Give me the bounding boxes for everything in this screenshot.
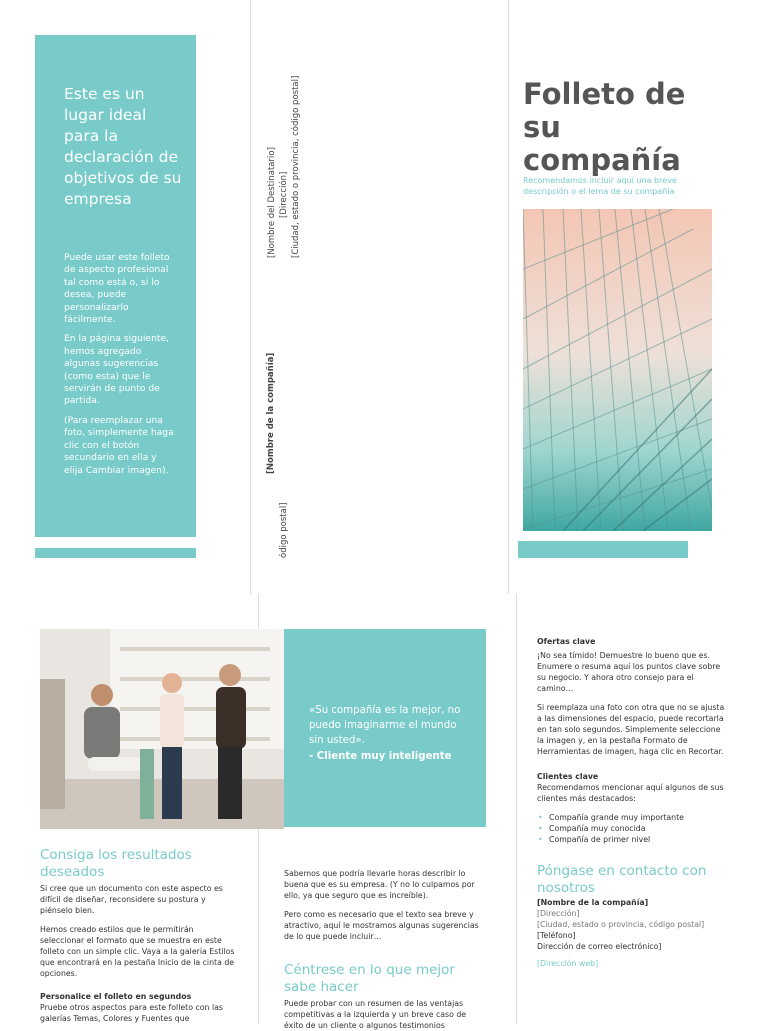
- brochure-title: Folleto de su compañía: [523, 77, 686, 177]
- recipient-block: [266, 76, 302, 258]
- intro-paragraph: Pero como es necesario que el texto sea breve y atractivo, aquí le mostramos algunas sugerencias de lo que puede incluir…: [284, 910, 479, 941]
- intro-paragraph: Sabemos que podría llevarle horas describir lo buena que es su empresa. (Y no lo culpamos por ello, ya que seguro que es increíble).: [284, 869, 475, 900]
- results-paragraph: Hemos creado estilos que le permitirán seleccionar el formato que se muestra en este folleto con un simple clic. Vaya a la galería Estilos que encontrará en la pestaña Inicio de la cinta de opciones.: [40, 925, 235, 978]
- offers-section: [537, 636, 727, 969]
- mission-paragraph: (Para reemplazar una foto, simplemente haga clic con el botón secundario en ella y elija Cambiar imagen).: [64, 414, 174, 476]
- results-section: [40, 847, 236, 1024]
- testimonial: [309, 703, 474, 764]
- list-item: • Compañía muy conocida: [549, 823, 727, 834]
- clients-list: [537, 812, 727, 845]
- contact-heading: Póngase en contacto con nosotros: [537, 863, 707, 896]
- offers-paragraph: Si reemplaza una foto con otra que no se ajusta a las dimensiones del espacio, puede recortarla en tan solo segundos. Simplemente seleccione la imagen y, en la pestaña Formato de Herramientas de imagen, haga clic en Recortar.: [537, 703, 725, 756]
- testimonial-text: «Su compañía es la mejor, no puedo imaginarme el mundo sin usted».: [309, 705, 461, 747]
- fold-line-1: [250, 0, 251, 594]
- customize-heading: Personalice el folleto en segundos: [40, 992, 192, 1001]
- list-item: • Compañía grande muy importante: [549, 812, 727, 823]
- offers-paragraph: ¡No sea tímido! Demuestre lo bueno que es. Enumere o resuma aquí los puntos clave sobre su negocio. Y ahora otro consejo para el camino…: [537, 651, 721, 693]
- results-paragraph: Si cree que un documento con este aspecto es difícil de diseñar, reconsidere su postura y piénselo bien.: [40, 884, 223, 915]
- building-photo: [523, 209, 712, 531]
- mission-paragraph: En la página siguiente, hemos agregado algunas sugerencias (como esta) que le servirán de punto de partida.: [64, 333, 170, 407]
- contact-email: Dirección de correo electrónico]: [537, 942, 662, 951]
- offers-heading: Ofertas clave: [537, 637, 596, 646]
- results-heading: Consiga los resultados deseados: [40, 847, 192, 880]
- mission-body: [64, 252, 176, 484]
- testimonial-author: - Cliente muy inteligente: [309, 750, 452, 762]
- team-photo: [40, 629, 284, 829]
- fold-line-4: [516, 594, 517, 1024]
- mission-heading: Este es un lugar ideal para la declaración de objetivos de su empresa: [64, 85, 182, 208]
- recipient-name: [Nombre del Destinatario]: [267, 147, 277, 258]
- contact-city: [Ciudad, estado o provincia, código postal]: [537, 920, 705, 929]
- contact-web[interactable]: [Dirección web]: [537, 959, 599, 968]
- clients-heading: Clientes clave: [537, 772, 599, 781]
- accent-bar: [35, 548, 196, 558]
- contact-phone: [Teléfono]: [537, 931, 576, 940]
- customize-paragraph: Pruebe otros aspectos para este folleto con las galerías Temas, Colores y Fuentes que: [40, 1003, 223, 1023]
- intro-section: [284, 868, 484, 1031]
- list-item: • Compañía de primer nivel: [549, 834, 727, 845]
- fold-line-2: [508, 0, 509, 594]
- contact-company: [Nombre de la compañía]: [537, 898, 649, 907]
- recipient-city: [Ciudad, estado o provincia, código postal]: [291, 75, 301, 258]
- accent-bar: [518, 541, 688, 558]
- sender-company: [Nombre de la compañía]: [266, 352, 276, 474]
- sender-postal: ódigo postal]: [279, 502, 289, 558]
- focus-paragraph: Puede probar con un resumen de las ventajas competitivas a la izquierda y un breve caso de éxito de un cliente o algunos testimonios: [284, 999, 467, 1030]
- mission-paragraph: Puede usar este folleto de aspecto profesional tal como está o, si lo desea, puede personalizarlo fácilmente.: [64, 252, 170, 326]
- focus-heading: Céntrese en lo que mejor sabe hacer: [284, 962, 455, 995]
- brochure-subtitle: Recomendamos incluir aquí una breve descripción o el lema de su compañía: [523, 176, 677, 196]
- clients-paragraph: Recomendamos mencionar aquí algunos de sus clientes más destacados:: [537, 783, 724, 803]
- contact-address: [Dirección]: [537, 909, 580, 918]
- recipient-address: [Dirección]: [279, 171, 289, 218]
